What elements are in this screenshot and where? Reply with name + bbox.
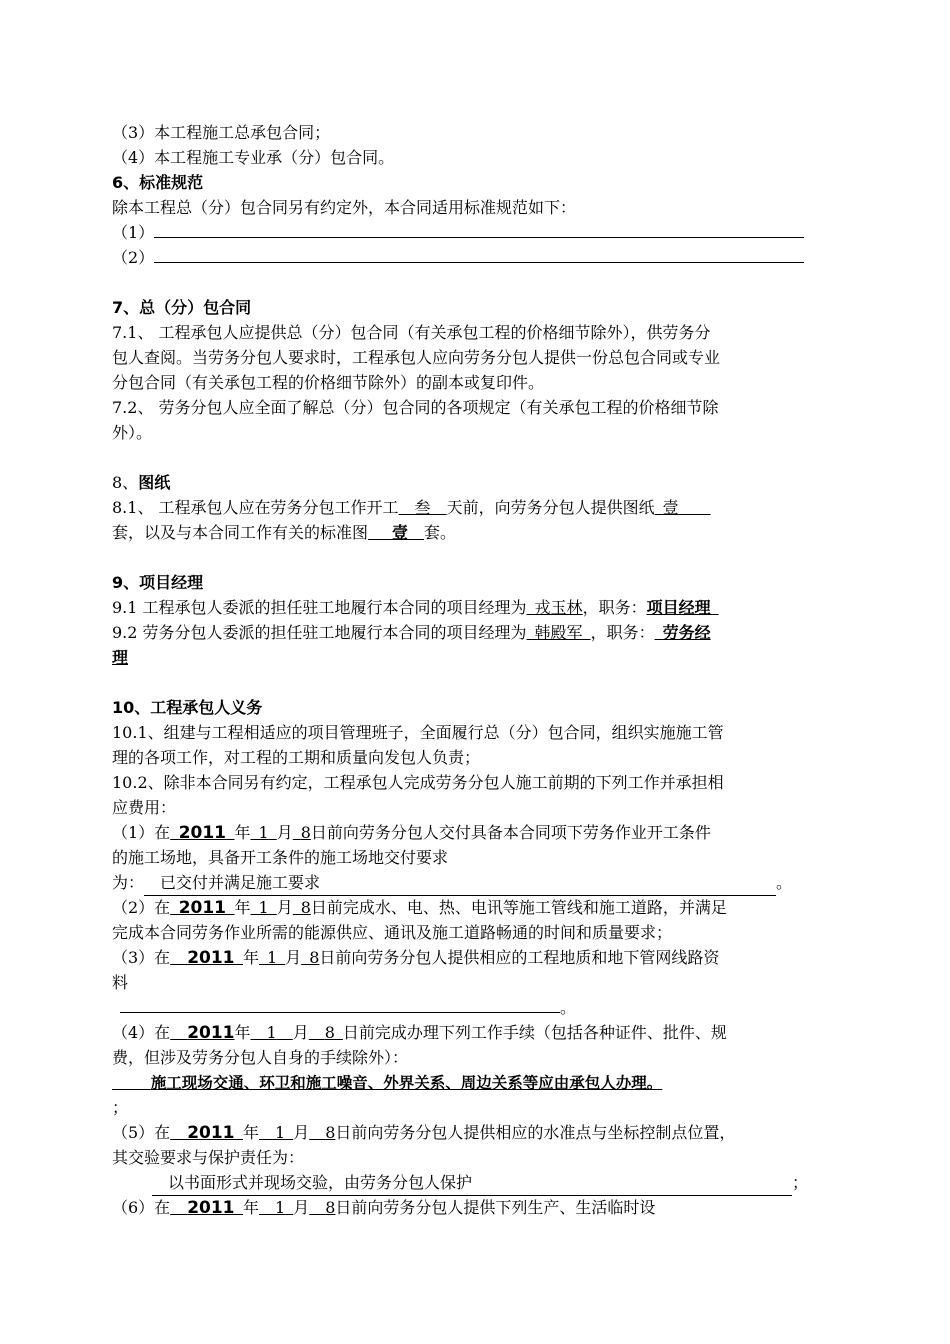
section-10-heading: 10、工程承包人义务 [112, 698, 263, 717]
s8-line2 [112, 520, 842, 545]
s7-p1-line3: 分包合同（有关承包工程的价格细节除外）的副本或复印件。 [112, 373, 545, 392]
obligation-4-month: 1 [266, 1023, 277, 1042]
standard-item-1 [112, 220, 842, 245]
subcontractor-pm-name: 韩殿军 [534, 623, 583, 642]
obligation-3-line3: 。 [112, 995, 842, 1020]
obligation-6-line1: （6）在 2011 年 1 月 8日前向劳务分包人提供下列生产、生活临时设 [112, 1198, 656, 1218]
obligation-2-line1: （2）在 2011 年 1 月 8日前完成水、电、热、电讯等施工管线和施工道路，并满足 [112, 898, 727, 918]
document-page [112, 120, 842, 1220]
s8-l1-b: 天前，向劳务分包人提供图纸 [446, 498, 655, 517]
obligation-1-month: 1 [258, 823, 269, 842]
section-9-heading: 9、项目经理 [112, 573, 204, 592]
section-6-heading: 6、标准规范 [112, 173, 204, 192]
standard-drawing-sets-value: 壹 [392, 523, 409, 542]
standard-item-1-blank [154, 220, 804, 238]
s7-p2-line2: 外）。 [112, 423, 153, 442]
obligation-3-line2: 料 [112, 973, 129, 992]
s7-p1-line2: 包人查阅。当劳务分包人要求时，工程承包人应向劳务分包人提供一份总包合同或专业 [112, 348, 721, 367]
obligation-3-year: 2011 [187, 948, 235, 968]
section-8-heading [112, 470, 842, 495]
section-7-heading: 7、总（分）包合同 [112, 298, 252, 317]
obligation-1-line3: 为： 已交付并满足施工要求 。 [112, 870, 842, 895]
obligation-5-month: 1 [275, 1123, 286, 1142]
s8-l2-a: 套，以及与本合同工作有关的标准图 [112, 523, 369, 542]
s8-line1 [112, 495, 842, 520]
s9-l1-b: ，职务： [582, 598, 647, 617]
obligation-4-line3 [112, 1070, 842, 1095]
obligation-6-month: 1 [275, 1198, 286, 1217]
obligation-6-day: 8 [325, 1198, 336, 1217]
s9-l1-a: 9.1 工程承包人委派的担任驻工地履行本合同的项目经理为 [112, 598, 527, 617]
obligation-4-line4: ； [112, 1098, 129, 1117]
s7-p1-line1: 7.1、 工程承包人应提供总（分）包合同（有关承包工程的价格细节除外），供劳务分 [112, 323, 711, 342]
obligation-4-line2: 费，但涉及劳务分包人自身的手续除外）： [112, 1048, 409, 1067]
standard-item-2-blank [154, 245, 804, 263]
s10-p1-line1: 10.1、组建与工程相适应的项目管理班子，全面履行总（分）包合同，组织实施施工管 [112, 723, 724, 742]
obligation-4-year: 2011 [187, 1023, 235, 1043]
obligation-2-line2: 完成本合同劳务作业所需的能源供应、通讯及施工道路畅通的时间和质量要求； [112, 923, 673, 942]
site-handover-requirement: 已交付并满足施工要求 [144, 870, 776, 896]
obligation-5-line3: 以书面形式并现场交验，由劳务分包人保护 ； [112, 1170, 842, 1195]
drawing-days-value: 叁 [414, 498, 431, 517]
obligation-5-line2: 其交验要求与保护责任为： [112, 1148, 305, 1167]
s9-line2 [112, 620, 842, 645]
standard-item-2-num: （2） [112, 248, 155, 267]
s5-item-4: （4）本工程施工专业承（分）包合同。 [112, 148, 395, 167]
s10-p2-line2: 应费用： [112, 798, 177, 817]
obligation-3-line1: （3）在 2011 年 1 月 8日前向劳务分包人提供相应的工程地质和地下管网线路资 [112, 948, 720, 968]
standard-item-1-num: （1） [112, 223, 155, 242]
obligation-2-day: 8 [300, 898, 311, 917]
obligation-1-line2: 的施工场地，具备开工条件的施工场地交付要求 [112, 848, 449, 867]
s10-p1-line2: 理的各项工作，对工程的工期和质量向发包人负责； [112, 748, 481, 767]
s7-p2-line1: 7.2、 劳务分包人应全面了解总（分）包合同的各项规定（有关承包工程的价格细节除 [112, 398, 719, 417]
standard-item-2 [112, 245, 842, 270]
obligation-5-year: 2011 [187, 1123, 235, 1143]
section-6-intro: 除本工程总（分）包合同另有约定外，本合同适用标准规范如下： [112, 198, 577, 217]
s9-line1 [112, 595, 842, 620]
obligation-1-day: 8 [300, 823, 311, 842]
subcontractor-pm-role: 劳务经 [662, 623, 711, 642]
obligation-5-day: 8 [325, 1123, 336, 1142]
contractor-pm-name: 戎玉林 [534, 598, 583, 617]
obligation-5-line1: （5）在 2011 年 1 月 8日前向劳务分包人提供相应的水准点与坐标控制点位置， [112, 1123, 736, 1143]
s9-l2-b: ，职务： [590, 623, 655, 642]
obligation-2-year: 2011 [178, 898, 227, 918]
section-8-num: 8、 [112, 473, 139, 492]
s9-l2-a: 9.2 劳务分包人委派的担任驻工地履行本合同的项目经理为 [112, 623, 527, 642]
permits-handled-by-contractor: 施工现场交通、环卫和施工噪音、外界关系、周边关系等应由承包人办理。 [150, 1074, 663, 1092]
obligation-1-year: 2011 [178, 823, 227, 843]
s5-item-3: （3）本工程施工总承包合同； [112, 123, 331, 142]
s8-l2-b: 套。 [424, 523, 457, 542]
obligation-4-line1: （4）在 2011年 1 月 8 日前完成办理下列工作手续（包括各种证件、批件、规 [112, 1023, 727, 1043]
section-8-title: 图纸 [138, 473, 171, 492]
contractor-pm-role: 项目经理 [646, 598, 711, 617]
obligation-1-line1: （1）在 2011 年 1 月 8日前向劳务分包人交付具备本合同项下劳务作业开工条件 [112, 823, 711, 843]
survey-point-requirement: 以书面形式并现场交验，由劳务分包人保护 [152, 1170, 792, 1196]
drawing-sets-value: 壹 [662, 498, 679, 517]
obligation-2-month: 1 [258, 898, 269, 917]
s10-p2-line1: 10.2、除非本合同另有约定，工程承包人完成劳务分包人施工前期的下列工作并承担相 [112, 773, 724, 792]
geology-data-blank [120, 995, 560, 1013]
s8-l1-a: 8.1、 工程承包人应在劳务分包工作开工 [112, 498, 399, 517]
obligation-4-day: 8 [324, 1023, 335, 1042]
obligation-3-month: 1 [267, 948, 278, 967]
subcontractor-pm-role-cont: 理 [112, 648, 129, 667]
obligation-3-day: 8 [309, 948, 320, 967]
obligation-6-year: 2011 [187, 1198, 235, 1218]
s9-line3 [112, 645, 842, 670]
